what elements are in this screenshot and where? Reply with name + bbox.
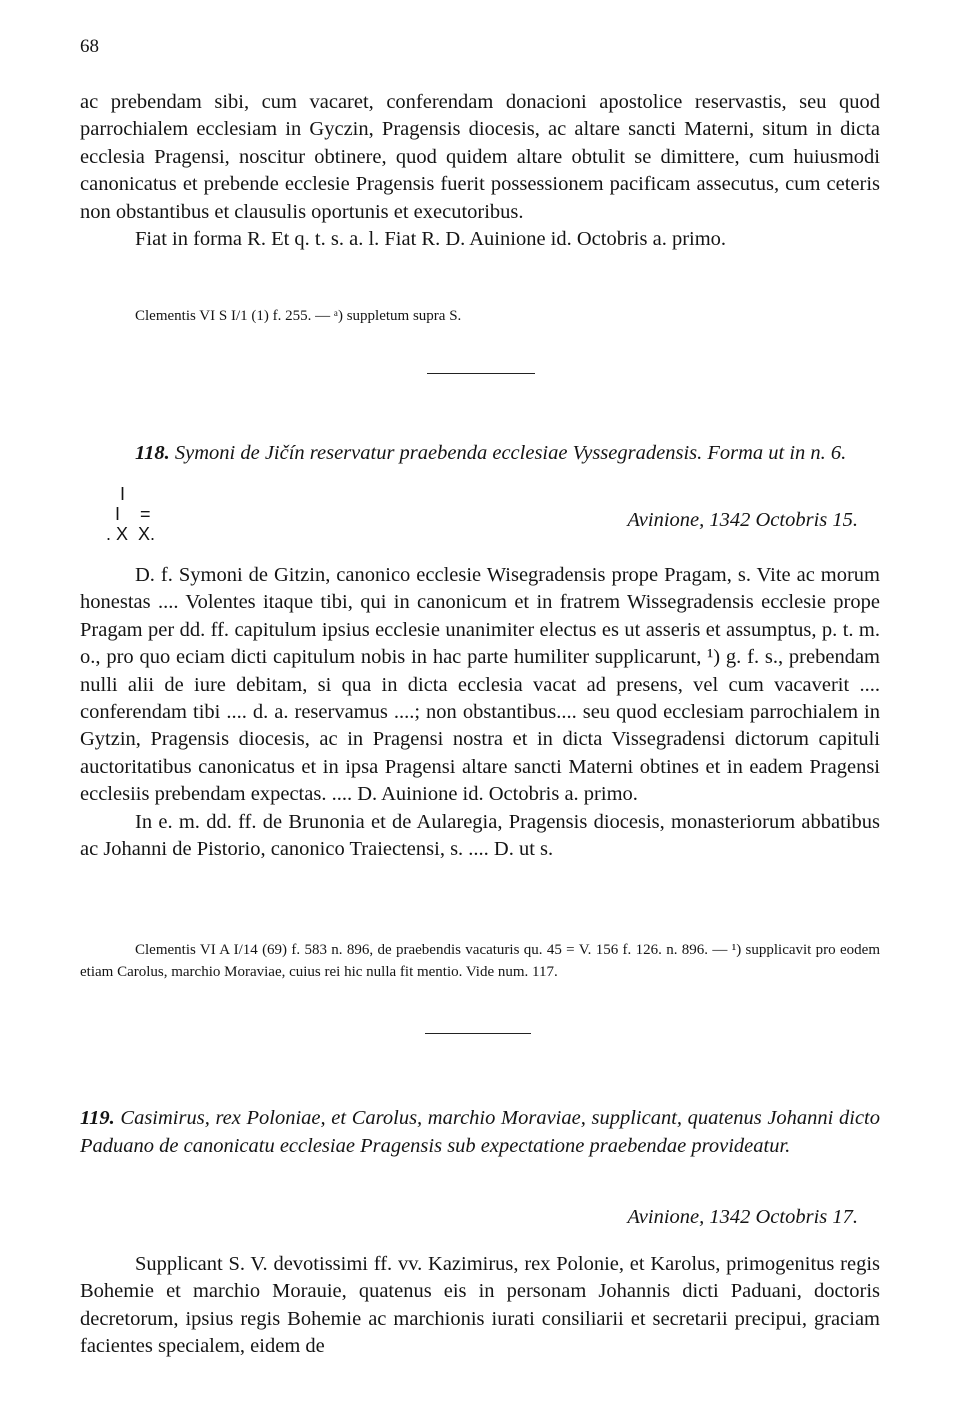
section-119-body <box>80 1251 880 1361</box>
fiat-line: Fiat in forma R. Et q. t. s. a. l. Fiat R. D. Auinione id. Octobris a. primo. <box>135 228 727 251</box>
mark-top: I <box>120 484 126 504</box>
section-divider <box>427 373 535 374</box>
mark-eq: = <box>140 504 151 524</box>
section-118-heading <box>80 440 880 468</box>
mark-bottom: . X X. <box>106 524 156 544</box>
section-118-date: Avinione, 1342 Octobris 15. <box>627 509 858 531</box>
paragraph: ac prebendam sibi, cum vacaret, conferendam donacioni apostolice reservastis, seu quod parrochialem ecclesiam in Gyczin, Pragensis diocesis, ac altare sancti Materni, situm in dicta ecclesia Pragensi, noscitur obtinere, quod quidem altare obtulit se dimittere, cum huiusmodi canonicatus et prebende ecclesie Pragensis fuerit possessionem pacificam assecutus, cum ceteris non obstantibus et clausulis oportunis et executoribus. <box>80 91 880 223</box>
section-117-end <box>80 89 880 253</box>
page-number: 68 <box>80 36 99 57</box>
paragraph: D. f. Symoni de Gitzin, canonico ecclesie Wisegradensis prope Pragam, s. Vite ac morum honestas .... Volentes itaque tibi, qui in canonicum et in fratrem Wissegradensis ecclesie prope Pragam per dd. ff. capitulum ipsius ecclesie unanimiter electus es ut asseris et assumptus, p. t. m. o., pro quo eciam dicti capitulum nobis in hac parte humiliter supplicarunt, ¹) g. f. s., prebendam nulli alii de iure debitam, si qua in dicta ecclesia vacat ad presens, vel cum vacaverit .... conferendam tibi .... d. a. reservamus ....; non obstantibus.... seu quod ecclesiam parrochialem in Gytzin, Pragensis diocesis, ac in Pragensi nostra et in dicta Vissegradensi dictorum capituli auctoritatibus canonicatus et in ipsa Pragensi altare sancti Materni obtines et in eadem Pragensi ecclesiis prebendam expectas. .... D. Auinione id. Octobris a. primo. <box>80 564 880 806</box>
section-119-heading <box>80 1105 880 1160</box>
section-title: Symoni de Jičín reservatur praebenda ecclesiae Vyssegradensis. Forma ut in n. 6. <box>174 442 847 464</box>
section-119-date: Avinione, 1342 Octobris 17. <box>627 1206 858 1228</box>
section-divider <box>425 1033 531 1034</box>
paragraph: Supplicant S. V. devotissimi ff. vv. Kazimirus, rex Polonie, et Karolus, primogenitus regis Bohemie et marchio Morauie, quatenus eis in personam Johannis dicti Paduani, doctoris decretorum, ipsius regis Bohemie ac marchionis iurati consiliarii et secretarii precipui, graciam facientes specialem, eidem de <box>80 1253 880 1358</box>
footnote: Clementis VI A I/14 (69) f. 583 n. 896, de praebendis vacaturis qu. 45 = V. 156 f. 126. n. 896. — ¹) supplicavit pro eodem etiam Carolus, marchio Moraviae, cuius rei hic nulla fit mentio. Vide num. 117. <box>80 942 880 980</box>
section-title: Casimirus, rex Poloniae, et Carolus, marchio Moraviae, supplicant, quatenus Johanni dicto Paduano de canonicatu ecclesiae Pragensis sub expectatione praebendae provideatur. <box>80 1107 880 1157</box>
mark-left: I <box>115 504 121 524</box>
paragraph: In e. m. dd. ff. de Brunonia et de Aularegia, Pragensis diocesis, monasteriorum abbatibus ac Johanni de Pistorio, canonico Traiectensi, s. .... D. ut s. <box>80 810 880 861</box>
section-118-body <box>80 562 880 863</box>
footnote: Clementis VI S I/1 (1) f. 255. — ᵃ) suppletum supra S. <box>135 308 462 324</box>
section-number: 118. <box>135 442 170 464</box>
section-number: 119. <box>80 1107 115 1129</box>
